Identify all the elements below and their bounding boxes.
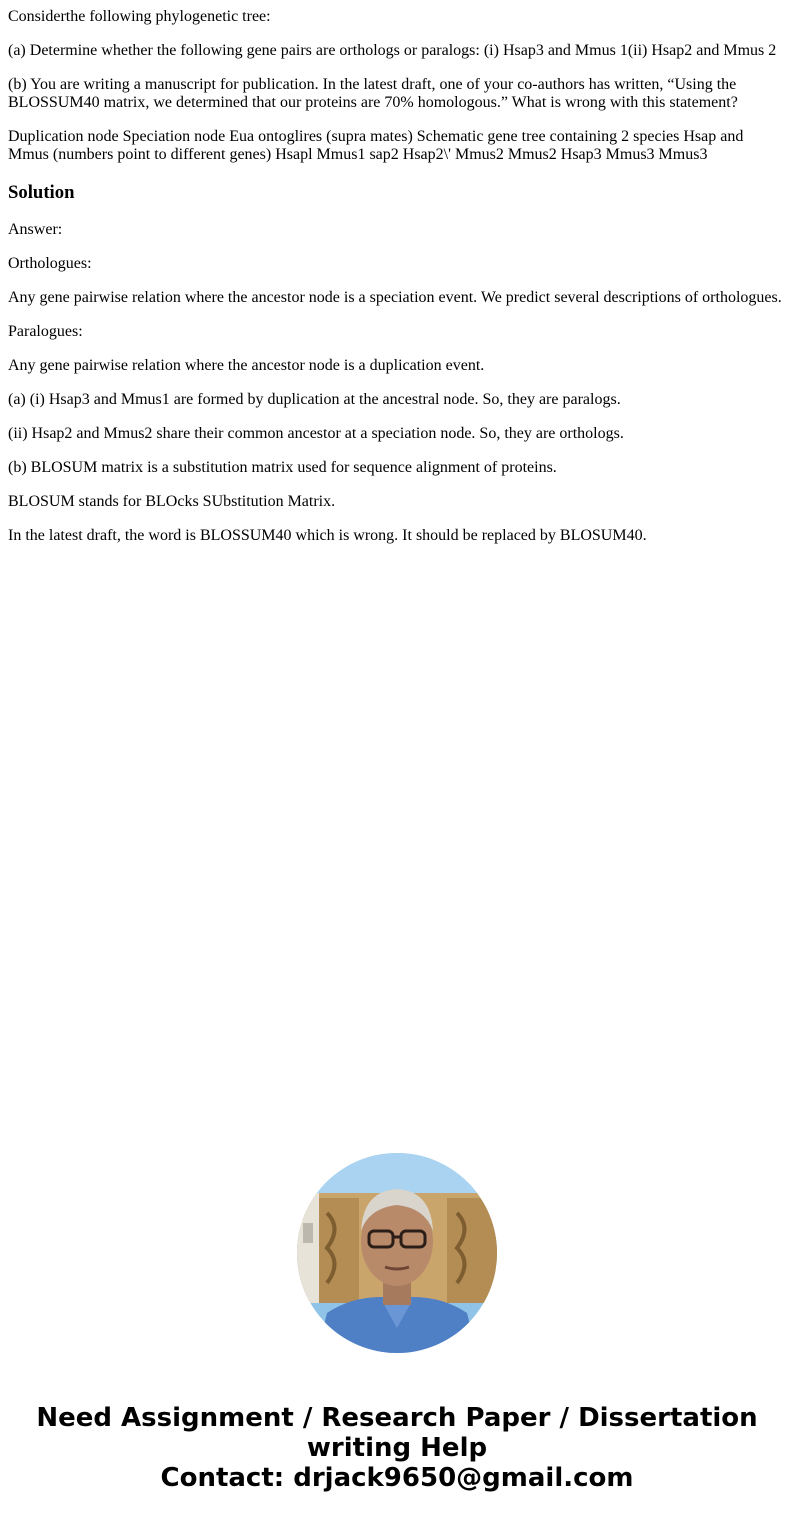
solution-paragraph: In the latest draft, the word is BLOSSUM40 which is wrong. It should be replaced by BLOSUM40. — [8, 527, 647, 544]
solution-paragraph: Paralogues: — [8, 323, 83, 340]
solution-paragraph: (a) (i) Hsap3 and Mmus1 are formed by duplication at the ancestral node. So, they are paralogs. — [8, 391, 621, 408]
question-part-b: (b) You are writing a manuscript for publication. In the latest draft, one of your co-authors has written, “Using the BLOSSUM40 matrix, we determined that our proteins are 70% homologous.” What is wrong with this statement? — [8, 76, 738, 111]
footer-line-1: Need Assignment / Research Paper / Dissertation — [36, 1403, 758, 1433]
solution-paragraph: Any gene pairwise relation where the ancestor node is a speciation event. We predict several descriptions of orthologues. — [8, 289, 782, 306]
solution-paragraph: (ii) Hsap2 and Mmus2 share their common ancestor at a speciation node. So, they are orthologs. — [8, 425, 624, 442]
solution-heading: Solution — [8, 182, 75, 203]
question-intro: Considerthe following phylogenetic tree: — [8, 8, 271, 25]
contact-footer — [0, 1403, 794, 1493]
solution-paragraph: (b) BLOSUM matrix is a substitution matrix used for sequence alignment of proteins. — [8, 459, 557, 476]
author-avatar — [297, 1153, 497, 1353]
footer-contact-email: Contact: drjack9650@gmail.com — [160, 1463, 634, 1493]
figure-text: Duplication node Speciation node Eua ontoglires (supra mates) Schematic gene tree containing 2 species Hsap and Mmus (numbers point to different genes) Hsapl Mmus1 sap2 Hsap2\' Mmus2 Mmus2 Hsap3 Mmus3 Mmus3 — [8, 128, 744, 163]
footer-line-2: writing Help — [306, 1433, 488, 1463]
solution-paragraph: Answer: — [8, 221, 63, 238]
document-content — [8, 0, 786, 561]
solution-paragraph: Orthologues: — [8, 255, 92, 272]
solution-paragraph: Any gene pairwise relation where the ancestor node is a duplication event. — [8, 357, 485, 374]
author-photo-illustration — [297, 1153, 497, 1353]
solution-paragraph: BLOSUM stands for BLOcks SUbstitution Matrix. — [8, 493, 336, 510]
question-part-a: (a) Determine whether the following gene pairs are orthologs or paralogs: (i) Hsap3 and Mmus 1(ii) Hsap2 and Mmus 2 — [8, 42, 777, 59]
